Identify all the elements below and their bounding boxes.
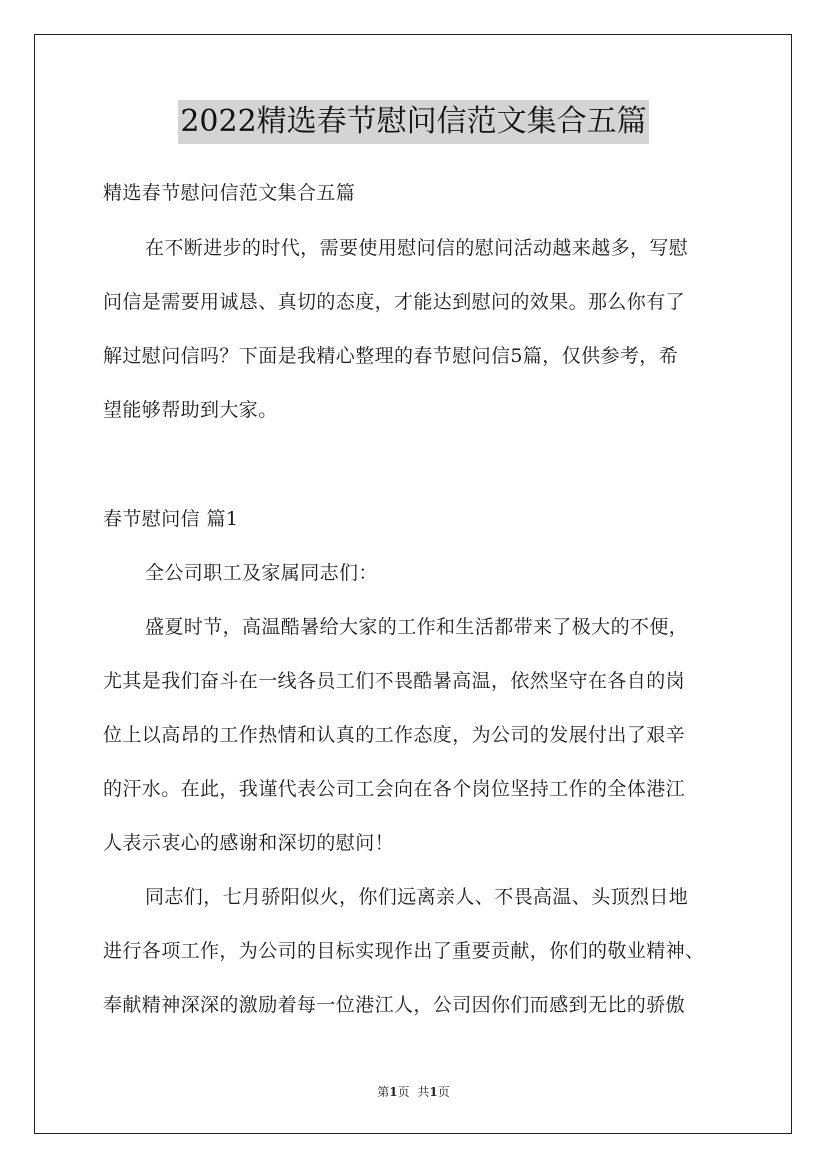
title-container	[0, 100, 827, 144]
intro-line-4: 望能够帮助到大家。	[103, 399, 278, 421]
paragraph1-line-3: 位上以高昂的工作热情和认真的工作态度，为公司的发展付出了艰辛	[103, 724, 686, 746]
salutation: 全公司职工及家属同志们：	[145, 562, 378, 584]
footer-total-prefix: 共	[417, 1085, 430, 1099]
paragraph1-line-5: 人表示衷心的感谢和深切的慰问！	[103, 832, 395, 854]
paragraph1-line-2: 尤其是我们奋斗在一线各员工们不畏酷暑高温，依然坚守在各自的岗	[103, 670, 686, 692]
section-heading: 春节慰问信 篇1	[103, 508, 239, 530]
footer-total-number: 1	[429, 1085, 438, 1099]
paragraph2-line-2: 进行各项工作，为公司的目标实现作出了重要贡献，你们的敬业精神、	[103, 940, 705, 962]
page-footer	[0, 1084, 827, 1100]
footer-page-number: 1	[389, 1085, 398, 1099]
document-title: 2022精选春节慰问信范文集合五篇	[178, 100, 648, 144]
paragraph1-line-4: 的汗水。在此，我谨代表公司工会向在各个岗位坚持工作的全体港江	[103, 778, 686, 800]
document-subtitle: 精选春节慰问信范文集合五篇	[103, 182, 356, 204]
footer-page-suffix: 页	[397, 1085, 410, 1099]
intro-line-1: 在不断进步的时代，需要使用慰问信的慰问活动越来越多，写慰	[145, 237, 689, 259]
paragraph1-line-1: 盛夏时节，高温酷暑给大家的工作和生活都带来了极大的不便，	[145, 616, 689, 638]
footer-total-suffix: 页	[437, 1085, 450, 1099]
paragraph2-line-1: 同志们，七月骄阳似火，你们远离亲人、不畏高温、头顶烈日地	[145, 886, 689, 908]
intro-line-3: 解过慰问信吗？下面是我精心整理的春节慰问信5篇，仅供参考，希	[103, 345, 679, 367]
intro-line-2: 问信是需要用诚恳、真切的态度，才能达到慰问的效果。那么你有了	[103, 291, 686, 313]
paragraph2-line-3: 奉献精神深深的激励着每一位港江人，公司因你们而感到无比的骄傲	[103, 994, 686, 1016]
footer-page-prefix: 第	[377, 1085, 390, 1099]
